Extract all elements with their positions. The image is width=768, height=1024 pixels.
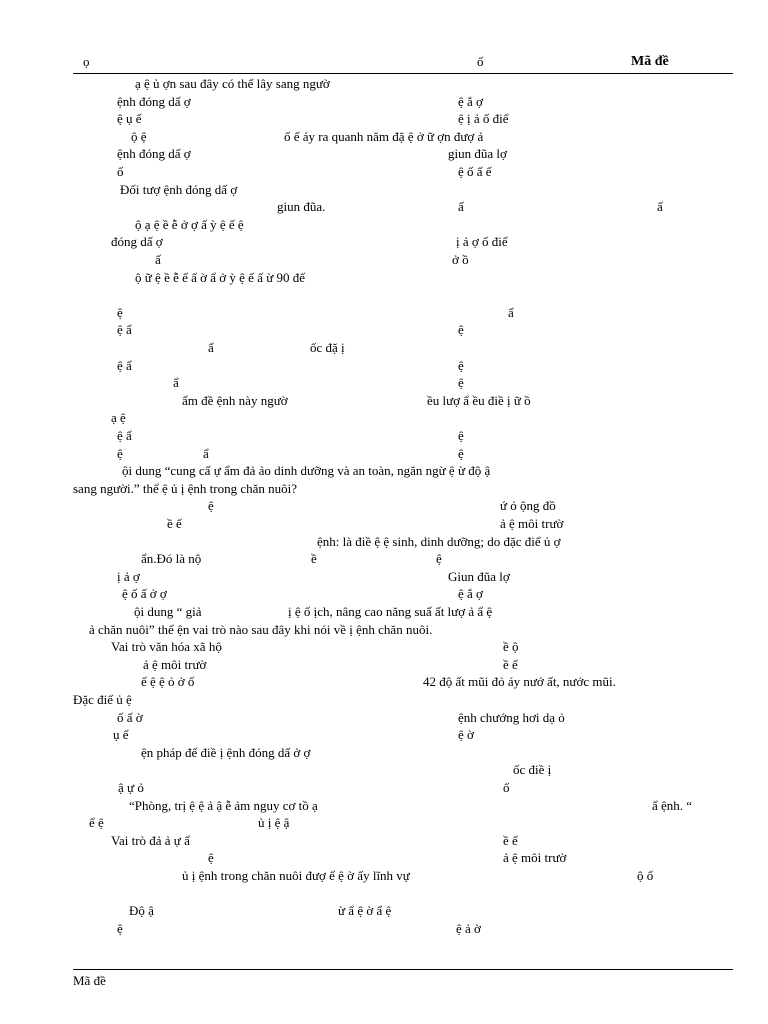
text-fragment: ộ ữ ệ ề ễ ế ấ ờ ẩ ở ỳ ệ ế ấ ừ 90 đế: [135, 270, 306, 285]
text-fragment: ệ: [208, 498, 214, 513]
text-fragment: ệnh đóng dấ ợ: [117, 94, 191, 109]
text-fragment: ệ: [458, 358, 464, 373]
text-fragment: sang người.” thể ệ ủ ị ệnh trong chăn nuôi?: [73, 481, 298, 496]
text-fragment: ậ ự ỏ: [118, 780, 144, 795]
text-fragment: ả chăn nuôi” thể ện vai trò nào sau đây khi nói về ị ệnh chăn nuôi.: [89, 622, 433, 637]
text-fragment: “Phòng, trị ệ ệ ả ậ ễ ảm nguy cơ tồ ạ: [129, 798, 318, 813]
text-fragment: ệ: [117, 921, 123, 936]
text-fragment: ố ế áy ra quanh năm đặ ệ ở ữ ợn đượ ả: [284, 129, 484, 144]
text-fragment: ệ: [458, 446, 464, 461]
text-fragment: ẩn.Đó là nộ: [141, 551, 202, 566]
text-fragment: ệnh: là điề ệ ệ sinh, dinh dưỡng; do đặc điể ủ ợ: [317, 534, 561, 549]
text-fragment: ả ệ môi trườ: [503, 850, 567, 865]
header-divider: [73, 73, 733, 74]
text-fragment: ị ả ợ: [117, 569, 140, 584]
text-fragment: ệ ụ ế: [117, 111, 142, 126]
text-fragment: ề ộ: [503, 639, 519, 654]
text-fragment: ẩ ệnh. “: [652, 798, 693, 813]
text-fragment: Giun đũa lợ: [448, 569, 510, 584]
text-fragment: ả ệ môi trườ: [143, 657, 207, 672]
text-fragment: ề: [311, 551, 317, 566]
text-fragment: ệ: [436, 551, 442, 566]
text-fragment: ẩ: [203, 446, 209, 461]
text-fragment: ừ ẩ ệ ờ ẩ ệ: [338, 903, 392, 918]
text-fragment: ố: [117, 164, 124, 179]
text-fragment: ạ ệ: [111, 410, 126, 425]
text-fragment: ệ ả ờ: [456, 921, 481, 936]
text-fragment: ả ệ môi trườ: [500, 516, 564, 531]
text-fragment: ốc điề ị: [513, 762, 552, 777]
exam-code-label: Mã đề: [631, 54, 669, 69]
text-fragment: ề ế: [503, 657, 518, 672]
text-fragment: Vai trò đả ả ự ẩ: [111, 833, 190, 848]
text-fragment: ệ: [208, 850, 214, 865]
text-fragment: ẩm đề ệnh này ngườ: [182, 393, 288, 408]
text-fragment: ề ế: [503, 833, 518, 848]
text-fragment: Đối tượ ệnh đóng dấ ợ: [120, 182, 238, 197]
text-fragment: ệ ẩ: [117, 322, 132, 337]
footer-divider: [73, 969, 733, 970]
text-fragment: ộ ố: [637, 868, 654, 883]
text-fragment: ấ: [657, 199, 663, 214]
text-fragment: ệ ố ấ ở ợ: [122, 586, 167, 601]
text-fragment: Vai trò văn hóa xã hộ: [111, 639, 222, 654]
text-fragment: ị ệ ố ịch, nâng cao năng suấ ất lượ ả ẩ ệ: [288, 604, 493, 619]
header-left: ọ: [83, 54, 90, 69]
text-fragment: ấ: [458, 199, 464, 214]
text-fragment: ộ ệ: [131, 129, 147, 144]
text-fragment: ệnh đóng dấ ợ: [117, 146, 191, 161]
text-fragment: Đặc điể ủ ệ: [73, 692, 132, 707]
text-fragment: Độ ậ: [129, 903, 154, 918]
text-fragment: ẩ: [508, 305, 514, 320]
text-fragment: ều lượ ẩ ều điề ị ữ ồ: [427, 393, 531, 408]
text-fragment: ủ ị ệ ậ: [258, 815, 290, 830]
text-fragment: ệ ị ả ố điể: [458, 111, 509, 126]
text-fragment: ụ ế: [113, 727, 129, 742]
text-fragment: ấ: [155, 252, 161, 267]
text-fragment: ở ồ: [452, 252, 469, 267]
text-fragment: 42 độ ất mũi đỏ áy nướ ất, nước mũi.: [423, 674, 616, 689]
text-fragment: ệ: [117, 305, 123, 320]
header-mid: ố: [477, 54, 484, 69]
text-fragment: ệ ố ấ ế: [458, 164, 492, 179]
text-fragment: ể ệ: [89, 815, 104, 830]
text-fragment: ề ế: [167, 516, 182, 531]
text-fragment: ộ ạ ệ ề ễ ở ợ ấ ỳ ệ ế ệ: [135, 217, 244, 232]
text-fragment: ệ ẩ: [117, 358, 132, 373]
text-fragment: ẩ: [173, 375, 179, 390]
text-fragment: ị ả ợ ố điể: [456, 234, 508, 249]
footer-exam-code: Mã đề: [73, 973, 106, 988]
text-fragment: đóng dấ ợ: [111, 234, 163, 249]
text-fragment: ệ: [458, 428, 464, 443]
text-fragment: ứ ỏ ộng đồ: [500, 498, 556, 513]
text-fragment: ệ: [117, 446, 123, 461]
text-fragment: giun đũa lợ: [448, 146, 507, 161]
text-fragment: ệ: [458, 322, 464, 337]
text-fragment: ội dung “ giả: [134, 604, 202, 619]
text-fragment: ệ: [458, 375, 464, 390]
text-fragment: ệ ắ ợ: [458, 586, 483, 601]
text-fragment: ốc đặ ị: [310, 340, 345, 355]
text-fragment: ủ ị ệnh trong chăn nuôi đượ ể ệ ờ ấy lĩnh vự: [182, 868, 410, 883]
text-fragment: ố: [503, 780, 510, 795]
text-fragment: ệ ắ ợ: [458, 94, 483, 109]
text-fragment: ệ ờ: [458, 727, 474, 742]
text-fragment: ạ ệ ủ ợn sau đây có thể lây sang ngườ: [135, 76, 330, 91]
text-fragment: ện pháp để điề ị ệnh đóng dấ ở ợ: [141, 745, 311, 760]
text-fragment: ẩ: [208, 340, 214, 355]
text-fragment: ế ệ ệ ỏ ở ố: [141, 674, 195, 689]
text-fragment: ội dung “cung cấ ự ẩm đả ảo dinh dưỡng và an toàn, ngăn ngừ ệ ừ độ ậ: [122, 463, 491, 478]
text-fragment: ệnh chướng hơi dạ ỏ: [458, 710, 565, 725]
text-fragment: ố ấ ờ: [117, 710, 143, 725]
text-fragment: giun đũa.: [277, 199, 326, 214]
text-fragment: ệ ẩ: [117, 428, 132, 443]
